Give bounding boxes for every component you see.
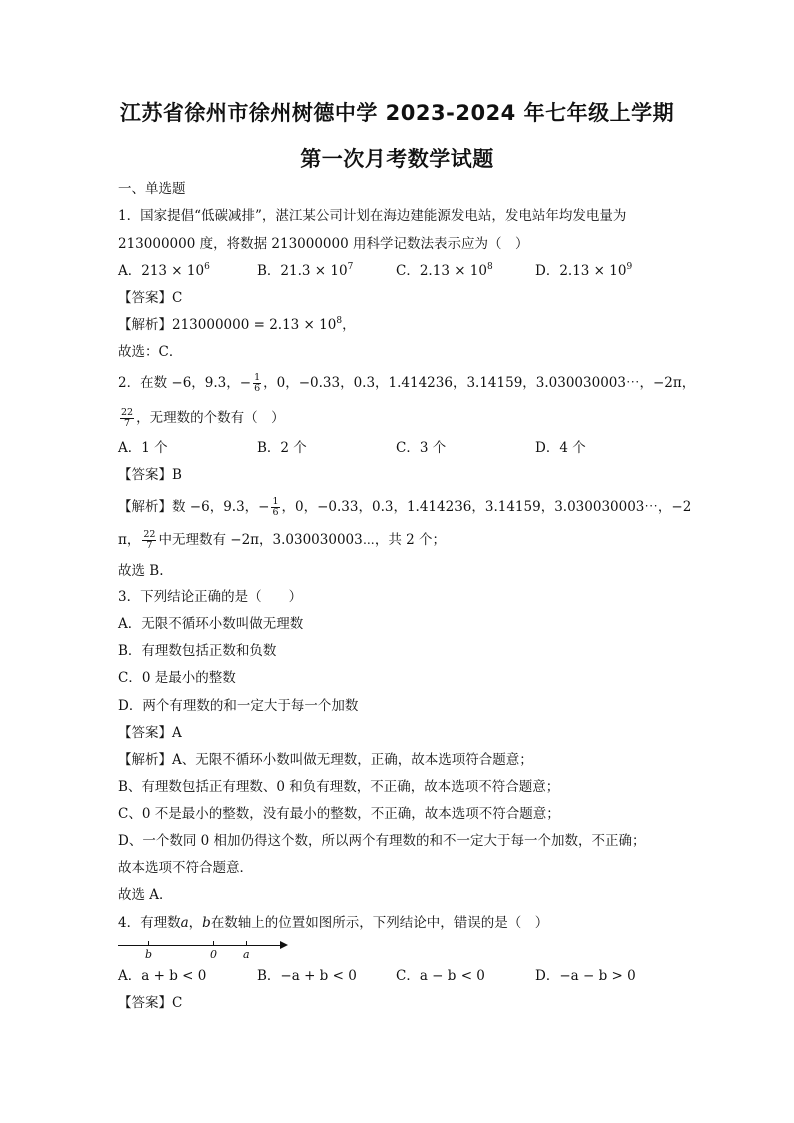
q4-answer: 【答案】C	[118, 995, 183, 1011]
q1-analysis: 【解析】$213000000 = 2.13 \times 10^8$，	[118, 316, 356, 333]
tick-b	[148, 941, 149, 946]
q2-option-b: B．2 个	[257, 440, 307, 456]
q1-text-line2: 213000000 度，将数据 213000000 用科学记数法表示应为（ ）	[118, 236, 529, 252]
q1-option-b: B．$21.3 \times 10^7$	[257, 262, 354, 279]
q4-option-a: A．a + b < 0	[118, 968, 207, 984]
q2-option-a: A．1 个	[118, 440, 168, 456]
label-a: a	[243, 948, 250, 961]
q1-conclusion: 故选：C．	[118, 344, 183, 360]
q2-answer: 【答案】B	[118, 467, 182, 483]
section-heading: 一、单选题	[118, 181, 186, 197]
number-line-axis	[118, 945, 282, 946]
q4-option-c: C．a − b < 0	[396, 968, 485, 984]
q1-text-line1: 1．国家提倡“低碳减排”，湛江某公司计划在海边建能源发电站，发电站年均发电量为	[118, 208, 627, 224]
tick-zero	[213, 941, 214, 946]
q4-option-b: B．−a + b < 0	[257, 968, 357, 984]
q3-text: 3．下列结论正确的是（ ）	[118, 589, 303, 605]
tick-a	[246, 941, 247, 946]
number-line	[118, 938, 288, 964]
q1-option-d: D．$2.13 \times 10^9$	[535, 262, 633, 279]
q3-analysis-line2: B、有理数包括正有理数、0 和负有理数，不正确，故本选项不符合题意；	[118, 779, 560, 795]
q2-analysis-line2: π， $\frac{22}{7}$ 中无理数有 −2π，3.030030003⋯，共 2 个；	[118, 529, 447, 551]
label-zero: 0	[210, 948, 217, 961]
q2-conclusion: 故选 B.	[118, 563, 164, 579]
q3-option-a: A．无限不循环小数叫做无理数	[118, 616, 304, 632]
q3-option-d: D．两个有理数的和一定大于每一个加数	[118, 698, 359, 714]
q4-option-d: D．−a − b > 0	[535, 968, 636, 984]
q2-fraction-22-7: $\frac{22}{7}$	[121, 407, 134, 429]
q1-option-c: C．$2.13 \times 10^8$	[396, 262, 493, 279]
title-line-2: 第一次月考数学试题	[300, 147, 494, 171]
q3-analysis-line1: 【解析】A、无限不循环小数叫做无理数，正确，故本选项符合题意；	[118, 752, 533, 768]
q3-conclusion: 故选 A．	[118, 887, 173, 903]
q1-option-a: A．$213 \times 10^6$	[118, 262, 210, 279]
label-b: b	[145, 948, 153, 961]
q2-text-line2: $\frac{22}{7}$ ，无理数的个数有（ ）	[121, 407, 285, 429]
q4-text: 4．有理数a，b在数轴上的位置如图所示，下列结论中，错误的是（ ）	[118, 915, 549, 931]
q2-option-d: D．4 个	[535, 440, 586, 456]
q3-analysis-line3: C、0 不是最小的整数，没有最小的整数，不正确，故本选项不符合题意；	[118, 806, 560, 822]
number-line-arrow-icon	[280, 941, 288, 949]
q3-option-b: B．有理数包括正数和负数	[118, 643, 277, 659]
q3-answer: 【答案】A	[118, 725, 182, 741]
title-line-1: 江苏省徐州市徐州树德中学 2023-2024 年七年级上学期	[119, 101, 675, 125]
q3-option-c: C．0 是最小的整数	[118, 670, 236, 686]
q1-answer: 【答案】C	[118, 290, 183, 306]
q2-fraction-1-6: $\frac{1}{6}$	[254, 372, 261, 394]
q2-analysis-line1: 【解析】数 −6，9.3，− $\frac{1}{6}$ ，0，−0.33，0.3，1.414236，3.14159，3.030030003⋯，−2	[118, 496, 692, 518]
q3-analysis-line5: 故本选项不符合题意．	[118, 860, 253, 876]
q3-analysis-line4: D、一个数同 0 相加仍得这个数，所以两个有理数的和不一定大于每一个加数，不正确；	[118, 833, 646, 849]
q2-text-line1: 2．在数 −6，9.3，− $\frac{1}{6}$ ，0，−0.33，0.3，1.414236，3.14159，3.030030003⋯，−2π，	[118, 372, 696, 394]
q2-option-c: C．3 个	[396, 440, 447, 456]
